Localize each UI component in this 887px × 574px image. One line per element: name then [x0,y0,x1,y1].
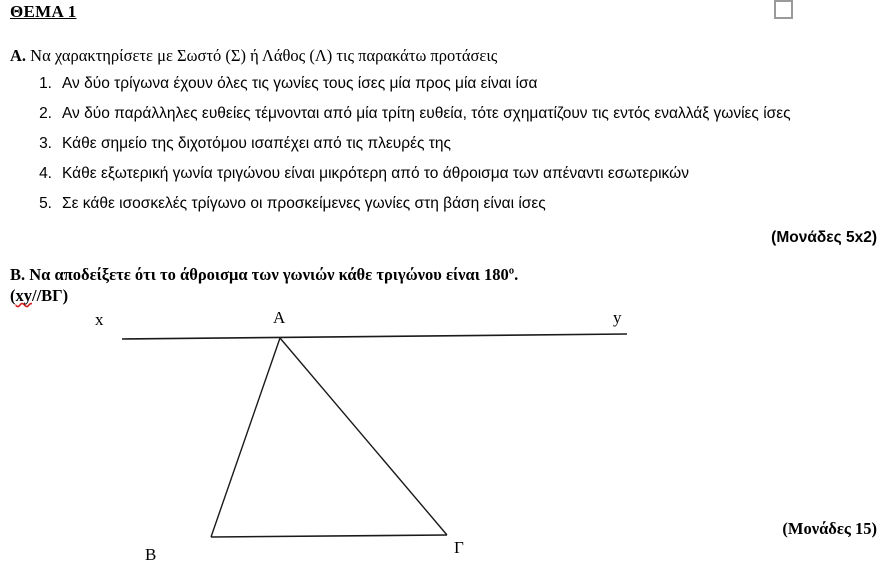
figure-label-B: Β [145,545,157,564]
statement-list [30,71,870,221]
page-title: ΘΕΜΑ 1 [10,2,77,21]
section-a-points: (Μονάδες 5x2) [771,229,877,246]
figure-label-y: y [613,308,622,327]
statement-number: 5. [39,195,52,212]
statement-item [30,191,870,216]
statement-text: Σε κάθε ισοσκελές τρίγωνο οι προσκείμενες γωνίες στη βάση είναι ίσες [62,195,546,212]
line-BG [211,535,447,537]
section-b-points: (Μονάδες 15) [782,519,877,538]
figure-label-A: Α [273,308,286,327]
empty-placeholder-box[interactable] [774,0,793,19]
section-a-instruction: Να χαρακτηρίσετε με Σωστό (Σ) ή Λάθος (Λ) τις παρακάτω προτάσεις [30,46,498,65]
statement-item [30,131,870,156]
line-xy [122,334,627,339]
line-AB [211,338,280,537]
statement-text: Κάθε σημείο της διχοτόμου ισαπέχει από τις πλευρές της [62,135,451,152]
geometry-figure-svg [0,300,887,574]
line-AG [280,338,447,535]
figure-label-x: x [95,310,104,329]
statement-text: Κάθε εξωτερική γωνία τριγώνου είναι μικρότερη από το άθροισμα των απέναντι εσωτερικών [62,165,689,182]
statement-number: 1. [39,75,52,92]
subnote-rest: //ΒΓ) [32,286,69,305]
statement-text: Αν δύο παράλληλες ευθείες τέμνονται από μία τρίτη ευθεία, τότε σχηματίζουν τις εντός εναλλάξ γωνίες ίσες [62,105,791,122]
section-b-prompt: Β. Να αποδείξετε ότι το άθροισμα των γωνιών κάθε τριγώνου είναι 180º. [10,265,519,284]
subnote-open-paren: ( [10,286,16,305]
statement-text: Αν δύο τρίγωνα έχουν όλες τις γωνίες τους ίσες μία προς μία είναι ίσα [62,75,538,92]
section-a-label: Α. [10,46,27,65]
statement-number: 2. [39,105,52,122]
statement-item [30,71,870,96]
section-a-prompt [10,46,497,66]
statement-item [30,101,870,126]
figure-label-G: Γ [454,538,464,557]
statement-number: 4. [39,165,52,182]
spellcheck-error-text: xy [15,286,32,305]
geometry-figure [0,300,887,574]
statement-number: 3. [39,135,52,152]
statement-item [30,161,870,186]
